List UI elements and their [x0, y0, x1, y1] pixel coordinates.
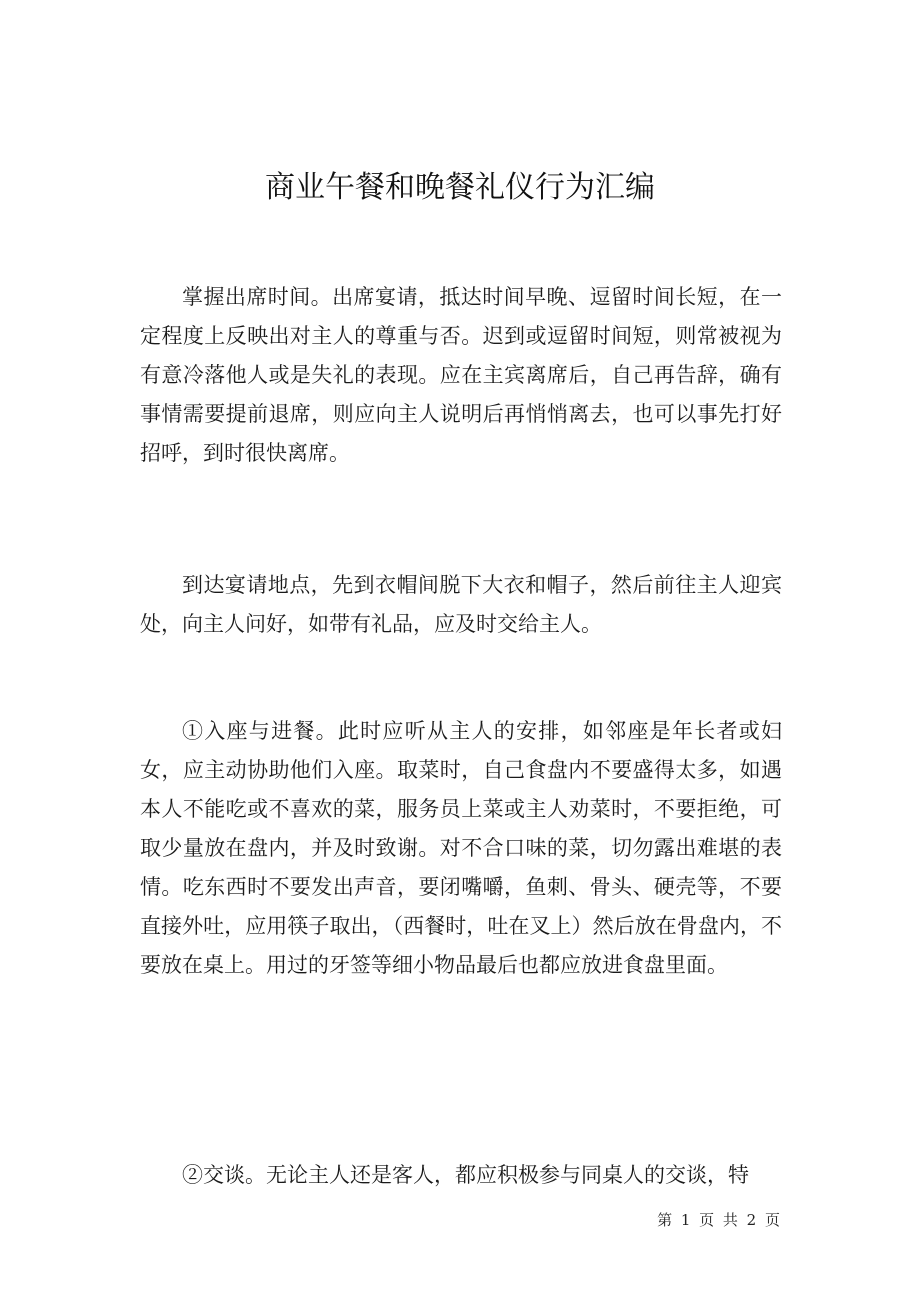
paragraph-attendance-time — [140, 278, 782, 473]
page-number-footer: 第 1 页 共 2 页 — [657, 1211, 780, 1229]
paragraph-text: 到达宴请地点，先到衣帽间脱下大衣和帽子，然后前往主人迎宾处，向主人问好，如带有礼品，应及时交给主人。 — [140, 573, 782, 636]
document-title: 商业午餐和晚餐礼仪行为汇编 — [265, 170, 655, 205]
paragraph-arrival — [140, 566, 782, 644]
paragraph-text: 掌握出席时间。出席宴请，抵达时间早晚、逗留时间长短，在一定程度上反映出对主人的尊重与否。迟到或逗留时间短，则常被视为有意冷落他人或是失礼的表现。应在主宾离席后，自己再告辞，确有事情需要提前退席，则应向主人说明后再悄悄离去，也可以事先打好招呼，到时很快离席。 — [140, 285, 782, 465]
paragraph-conversation — [140, 1156, 782, 1195]
paragraph-text: ②交谈。无论主人还是客人，都应积极参与同桌人的交谈，特 — [182, 1163, 749, 1187]
paragraph-text: ①入座与进餐。此时应听从主人的安排，如邻座是年长者或妇女，应主动协助他们入座。取菜时，自己食盘内不要盛得太多，如遇本人不能吃或不喜欢的菜，服务员上菜或主人劝菜时，不要拒绝，可取少量放在盘内，并及时致谢。对不合口味的菜，切勿露出难堪的表情。吃东西时不要发出声音，要闭嘴嚼，鱼刺、骨头、硬壳等，不要直接外吐，应用筷子取出，（西餐时，吐在叉上）然后放在骨盘内，不要放在桌上。用过的牙签等细小物品最后也都应放进食盘里面。 — [140, 719, 782, 977]
paragraph-seating-dining — [140, 712, 782, 985]
